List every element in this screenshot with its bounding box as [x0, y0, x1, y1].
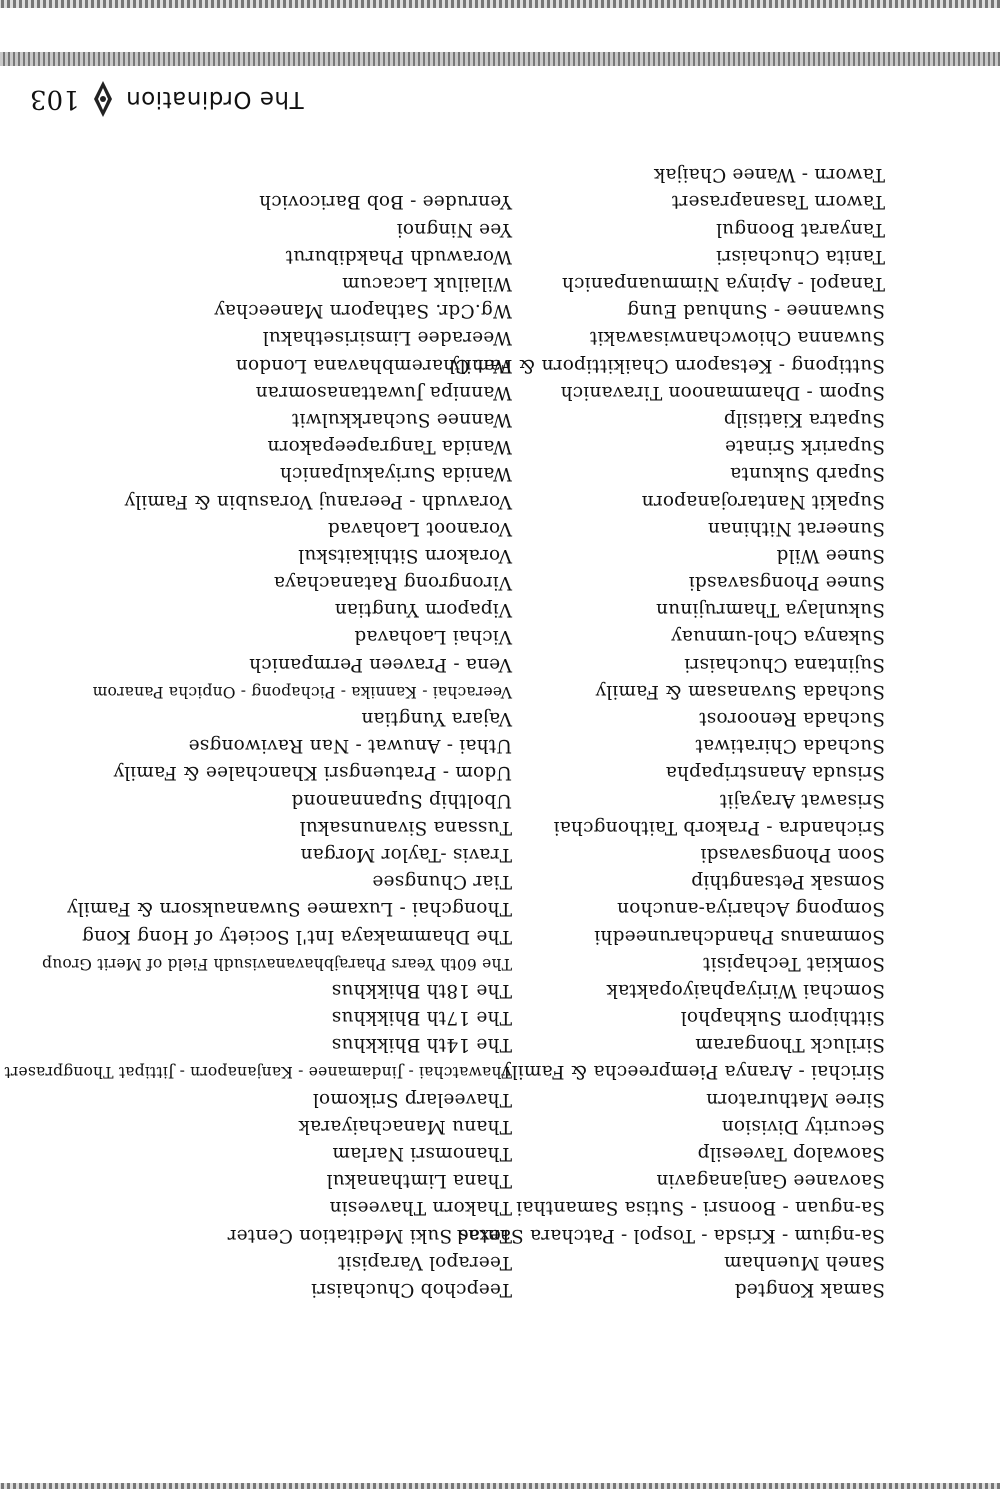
donor-name: Wanida Suriyakulpanich — [279, 463, 512, 485]
page-number: 103 — [30, 84, 80, 114]
donor-name: Voranoot Laohavad — [327, 517, 512, 539]
donor-name: Siree Mathuratorn — [705, 1088, 885, 1110]
donor-name: Siriluck Thongaram — [695, 1034, 885, 1056]
donor-name: Wanida Tangrapeepakorn — [267, 436, 512, 458]
donor-name: Saovanee Ganjanagavin — [656, 1170, 885, 1192]
donor-name: Somsak Petsangthip — [691, 871, 885, 893]
donor-name: Thanu Manachaiyarak — [298, 1115, 512, 1137]
donor-name: Sa-nguan - Boonsri - Sutisa Samanthai — [516, 1197, 885, 1219]
header-rule — [0, 52, 1000, 66]
donor-name: Taworn - Wanee Chaijak — [653, 164, 885, 186]
donor-name: Sirichai - Aranya Piempreecha & Family — [500, 1061, 885, 1083]
donor-name: Thaveelarp Srikomol — [312, 1088, 512, 1110]
donor-name: Somkiat Techapisit — [702, 952, 885, 974]
donor-name: Teepchob Chuchaisri — [310, 1279, 512, 1300]
donor-name: Supom - Dhammanoon Tiravanich — [560, 381, 885, 403]
donor-name: Saowalop Taveesilp — [697, 1143, 885, 1165]
donor-name: Virongrong Ratanachaya — [273, 572, 512, 594]
donor-name: Somchai Wiriyaphaiyopaktak — [606, 979, 885, 1001]
donor-name: Sukanya Chol-umnuay — [670, 626, 885, 648]
donor-name: Tussana Sivanunsakul — [299, 816, 512, 838]
donor-name: Security Division — [721, 1115, 885, 1137]
donor-name: Udom - Pratuengsri Khanchalee & Family — [113, 762, 512, 784]
donor-name: Thanomsri Narlam — [332, 1143, 512, 1165]
donor-name: Veerachai - Kannika - Pichapong - Onpicha Panarom — [92, 682, 512, 701]
donor-name: The 60th Years Pharajbhavanavisudh Field of Merit Group — [41, 954, 512, 973]
donor-name: Vajara Yungtian — [361, 708, 512, 730]
name-column-right — [4, 188, 512, 1303]
donor-name: Yenrudee - Bob Baricovich — [259, 191, 512, 213]
scan-edge-top — [0, 1483, 1000, 1489]
donor-name: Thongchai - Luxamee Suwanauksorn & Family — [66, 898, 512, 920]
donor-name: Sujintana Chuchaisri — [684, 653, 885, 675]
donor-name: Travis -Taylor Morgan — [300, 844, 512, 865]
running-header — [30, 69, 410, 129]
donor-name: Suchada Suvanasam & Family — [595, 680, 885, 702]
donor-name: Suneerat Nithinan — [707, 517, 885, 539]
scan-edge-bottom — [0, 0, 1000, 8]
donor-name: Srisuda Ananstripapha — [665, 762, 885, 784]
donor-name: Srisawat Arayajit — [719, 789, 885, 811]
donor-name: The 18th Bhikkhus — [331, 979, 512, 1001]
donor-name: Sukunlaya Thamrujinun — [655, 599, 885, 621]
donor-name: Suparirk Srinate — [724, 436, 885, 458]
donor-name: Suttipong - Ketsaporn Chaikittiporn & Family — [448, 354, 885, 376]
donor-name: Thakorn Thaveesin — [329, 1197, 512, 1219]
donor-name: Tanyarat Boongul — [715, 218, 885, 240]
donor-name: Wannipa Juwattanasomran — [255, 381, 512, 403]
donor-name: Sompong Achariya-anuchon — [616, 898, 885, 920]
donor-name: Sitthiporn Sukhaphol — [680, 1007, 885, 1029]
donor-name: Thawatchai - Jindamanee - Kanjanaporn - Jittipat Thongprasert — [4, 1063, 512, 1082]
donor-name: Wilailuk Lacacum — [341, 273, 512, 295]
header-title: The Ordination — [125, 86, 304, 112]
donor-name: Samak Kongted — [734, 1279, 885, 1300]
donor-name: Worawudh Phakdiburut — [285, 245, 512, 267]
donor-name: Saneh Muenham — [723, 1251, 885, 1273]
donor-name: Supakit Nantarojanaporn — [641, 490, 885, 512]
donor-name: Tanapol - Apinya Nimmuanpanich — [561, 273, 885, 295]
donor-name: Thana Limthanakul — [326, 1170, 512, 1192]
donor-name: Vipaporn Yungtian — [334, 599, 512, 621]
donor-name: Soon Phongsavasdi — [700, 844, 885, 865]
donor-name: Yee Ningnoi — [396, 218, 512, 240]
donor-name: Wg.Cdr. Sathaporn Maneechay — [214, 300, 512, 322]
donor-name: Sommanus Phandcharuneedhi — [594, 925, 885, 947]
donor-name: Suwannee - Sunhuad Eung — [626, 300, 885, 322]
donor-name: Sunee Wild — [776, 544, 885, 566]
donor-name: Supatra Kiatisilp — [723, 409, 885, 430]
donor-name: Tiar Chungsee — [372, 871, 512, 893]
donor-name: Suparb Sukunta — [730, 463, 885, 485]
donor-name: The Dhammakaya Int'l Society of Hong Kong — [81, 925, 512, 947]
donor-name: The 14th Bhikkhus — [331, 1034, 512, 1056]
donor-name: Wannee Sucharkkulwit — [291, 409, 512, 430]
donor-name: Suwanna Chiowchanwisawakit — [589, 327, 885, 349]
donor-name: Tanita Chuchaisri — [716, 245, 885, 267]
donor-name: Vichai Laohavad — [354, 626, 512, 648]
donor-name: Srichandra - Prakorb Taithongchai — [553, 816, 885, 838]
donor-name: Suchada Chiratiwat — [695, 735, 885, 757]
donor-name: Suchada Renoorost — [698, 708, 885, 730]
donor-name: Sunee Phongsavasdi — [688, 572, 885, 594]
donor-name: Wat Charembhavana London — [235, 354, 512, 376]
donor-name: Uthai - Anuwat - Nan Raviwongse — [188, 735, 512, 757]
donor-name: Taworn Tasanaprasert — [671, 191, 885, 213]
donor-name: Voravudh - Peeranuj Vorasubin & Family — [124, 490, 512, 512]
donor-name: Sa-ngium - Krisda - Tospol - Patchara Santad — [456, 1224, 885, 1246]
lotus-diamond-ornament-icon — [90, 79, 116, 119]
donor-name: Vorakorn Sithikaitskul — [297, 544, 512, 566]
donor-name: Teerapol Varapisit — [337, 1251, 512, 1273]
donor-name: Weeradee Limsirisethakul — [262, 327, 512, 349]
donor-name: Ubolthip Supannanond — [291, 789, 512, 811]
donor-name: Texas Suki Meditation Center — [227, 1224, 512, 1246]
donor-name: The 17th Bhikkhus — [331, 1007, 512, 1029]
donor-name: Vena - Praveen Permpanich — [249, 653, 512, 675]
